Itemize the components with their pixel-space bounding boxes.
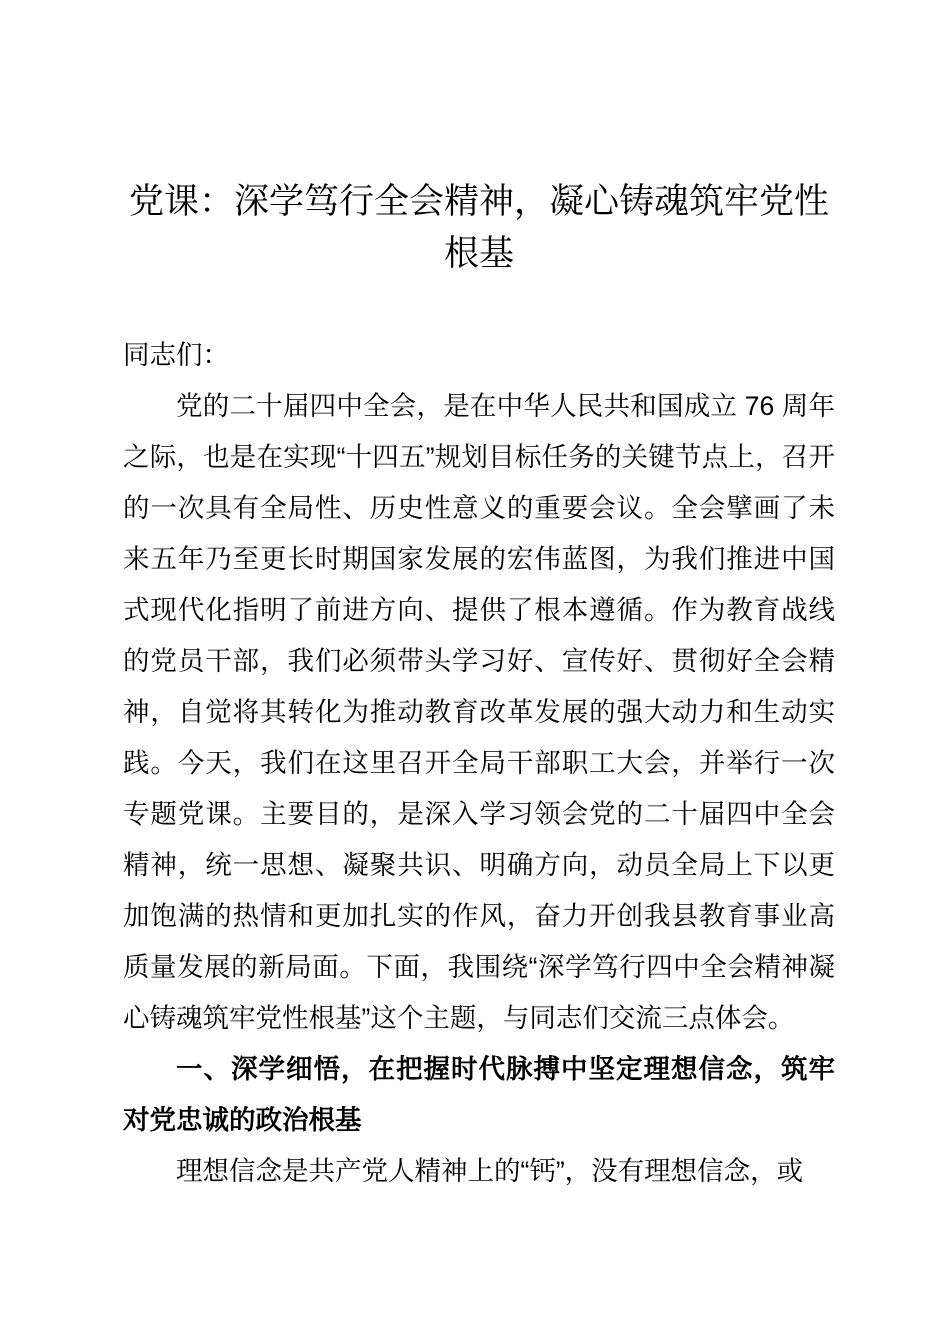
page-title: 党课：深学笃行全会精神，凝心铸魂筑牢党性根基 xyxy=(128,182,829,273)
section-heading-1: 一、深学细悟，在把握时代脉搏中坚定理想信念，筑牢对党忠诚的政治根基 xyxy=(123,1054,835,1135)
page-content-column xyxy=(123,0,835,1197)
body-paragraph-1: 党的二十届四中全会，是在中华人民共和国成立 76 周年之际，也是在实现“十四五”规划目标任务的关键节点上，召开的一次具有全局性、历史性意义的重要会议。全会擘画了未来五年乃至更长时期国家发展的宏伟蓝图，为我们推进中国式现代化指明了前进方向、提供了根本遵循。作为教育战线的党员干部，我们必须带头学习好、宣传好、贯彻好全会精神，自觉将其转化为推动教育改革发展的强大动力和生动实践。今天，我们在这里召开全局干部职工大会，并举行一次专题党课。主要目的，是深入学习领会党的二十届四中全会精神，统一思想、凝聚共识、明确方向，动员全局上下以更加饱满的热情和更加扎实的作风，奋力开创我县教育事业高质量发展的新局面。下面，我围绕“深学笃行四中全会精神凝心铸魂筑牢党性根基”这个主题，与同志们交流三点体会。 xyxy=(123,391,835,1033)
salutation-line: 同志们： xyxy=(123,340,229,370)
body-paragraph-2: 理想信念是共产党人精神上的“钙”，没有理想信念，或 xyxy=(176,1156,804,1186)
